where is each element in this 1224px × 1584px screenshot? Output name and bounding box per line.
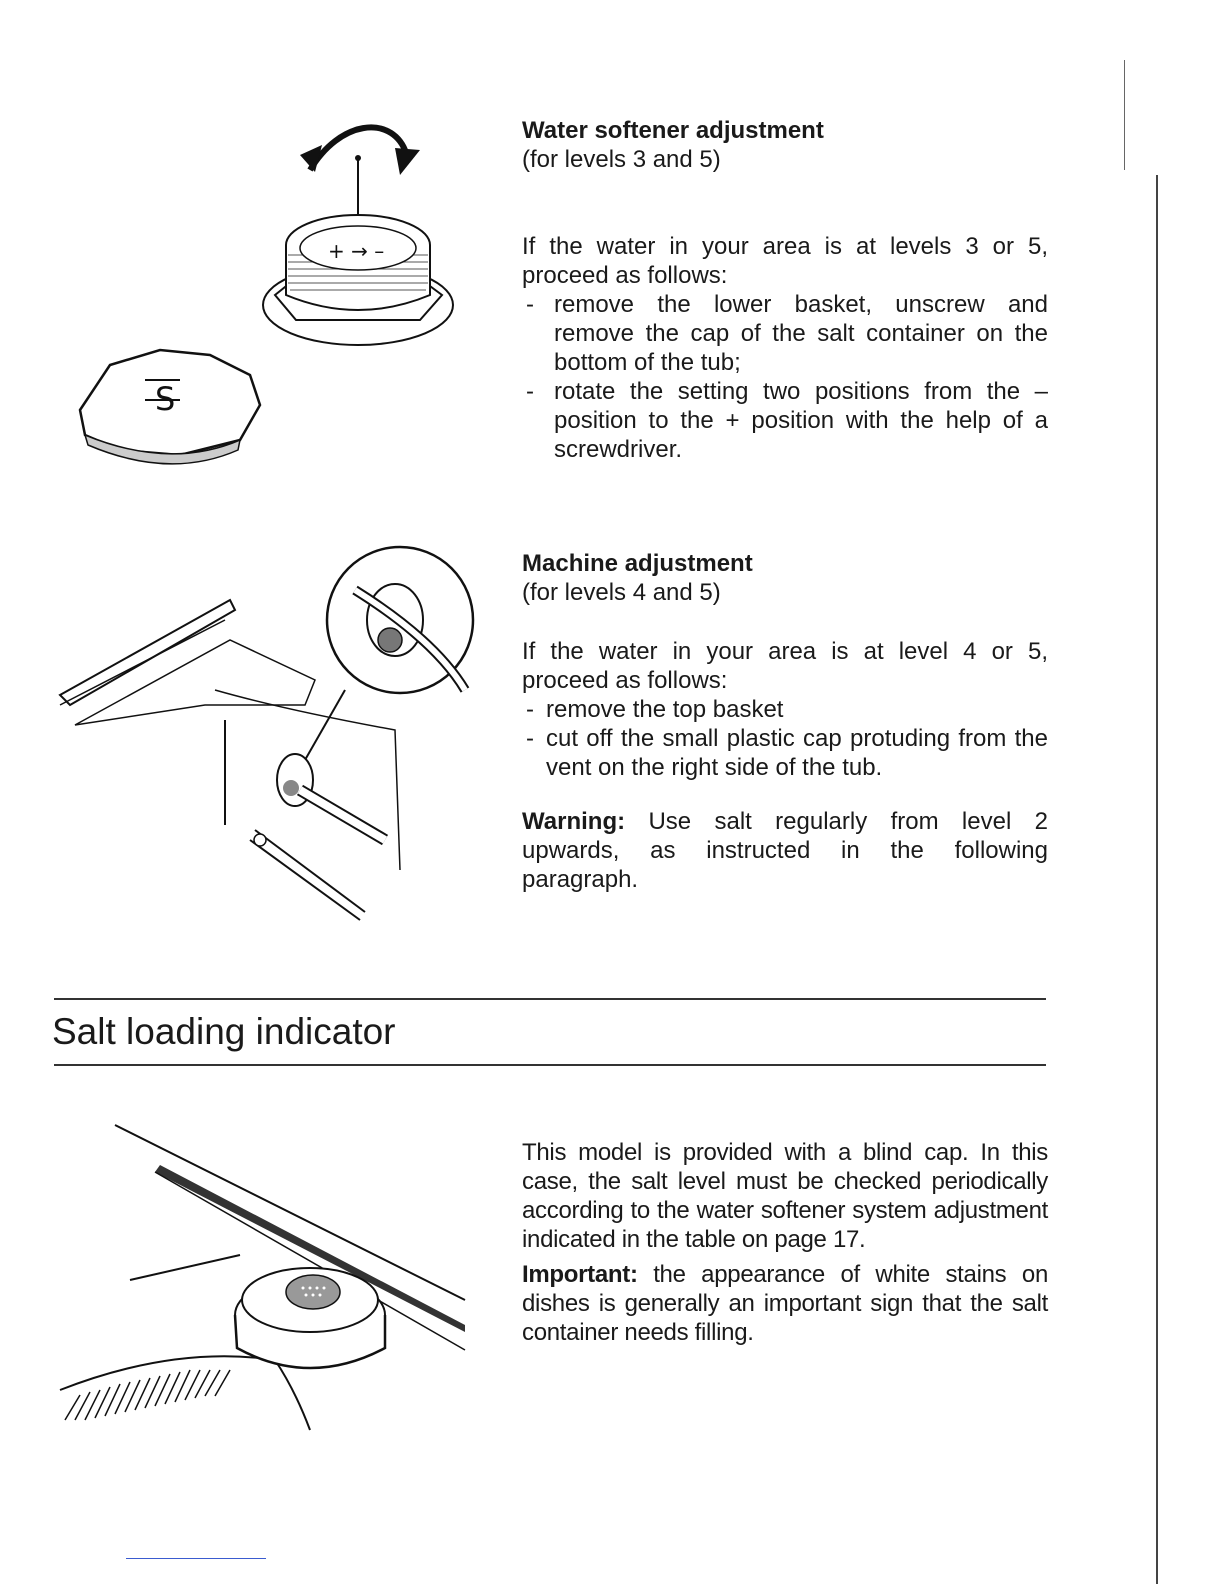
important-text: the appearance of white stains on dishes is generally an important sign that the salt container needs filling.: [522, 1261, 1048, 1346]
warning-paragraph: [522, 807, 1048, 894]
section-rule-bottom: [54, 1064, 1046, 1066]
water-softener-steps: [522, 290, 1048, 464]
machine-adjustment-subheading: (for levels 4 and 5): [522, 579, 721, 606]
cap-s-symbol: S: [155, 380, 176, 418]
salt-indicator-section: [522, 1138, 1048, 1347]
water-softener-illustration: [60, 110, 480, 490]
margin-line-top: [1124, 60, 1125, 170]
machine-adjustment-intro: If the water in your area is at level 4 or 5, proceed as follows:: [522, 638, 1048, 694]
water-softener-intro: If the water in your area is at levels 3 or 5, proceed as follows:: [522, 233, 1048, 289]
salt-indicator-body: This model is provided with a blind cap. In this case, the salt level must be checked periodically according to the water softener system adjustment indicated in the table on page 17.: [522, 1139, 1048, 1253]
section-rule-top: [54, 998, 1046, 1000]
salt-indicator-illustration: [55, 1120, 475, 1460]
warning-label: Warning:: [522, 808, 626, 835]
machine-adjustment-step-2: - cut off the small plastic cap protuding from the vent on the right side of the tub.: [522, 724, 1048, 782]
machine-adjustment-illustration: [55, 540, 495, 940]
machine-adjustment-steps: [522, 695, 1048, 782]
water-softener-section: [522, 116, 1048, 464]
machine-adjustment-heading: Machine adjustment: [522, 550, 753, 577]
water-softener-step-2: - rotate the setting two positions from the – position to the + position with the help of a screwdriver.: [522, 377, 1048, 464]
machine-adjustment-step-1: - remove the top basket: [522, 695, 1048, 724]
footer-blue-line: [126, 1558, 266, 1559]
water-softener-step-1: - remove the lower basket, unscrew and remove the cap of the salt container on the bottom of the tub;: [522, 290, 1048, 377]
machine-adjustment-section: [522, 549, 1048, 894]
important-paragraph: [522, 1260, 1048, 1347]
section-title: Salt loading indicator: [52, 1011, 396, 1052]
margin-line: [1156, 175, 1158, 1584]
water-softener-heading: Water softener adjustment: [522, 117, 824, 144]
important-label: Important:: [522, 1261, 638, 1288]
water-softener-subheading: (for levels 3 and 5): [522, 146, 721, 173]
warning-text: Use salt regularly from level 2 upwards, as instructed in the following paragraph.: [522, 808, 1048, 893]
dial-marks: + → –: [328, 239, 385, 263]
